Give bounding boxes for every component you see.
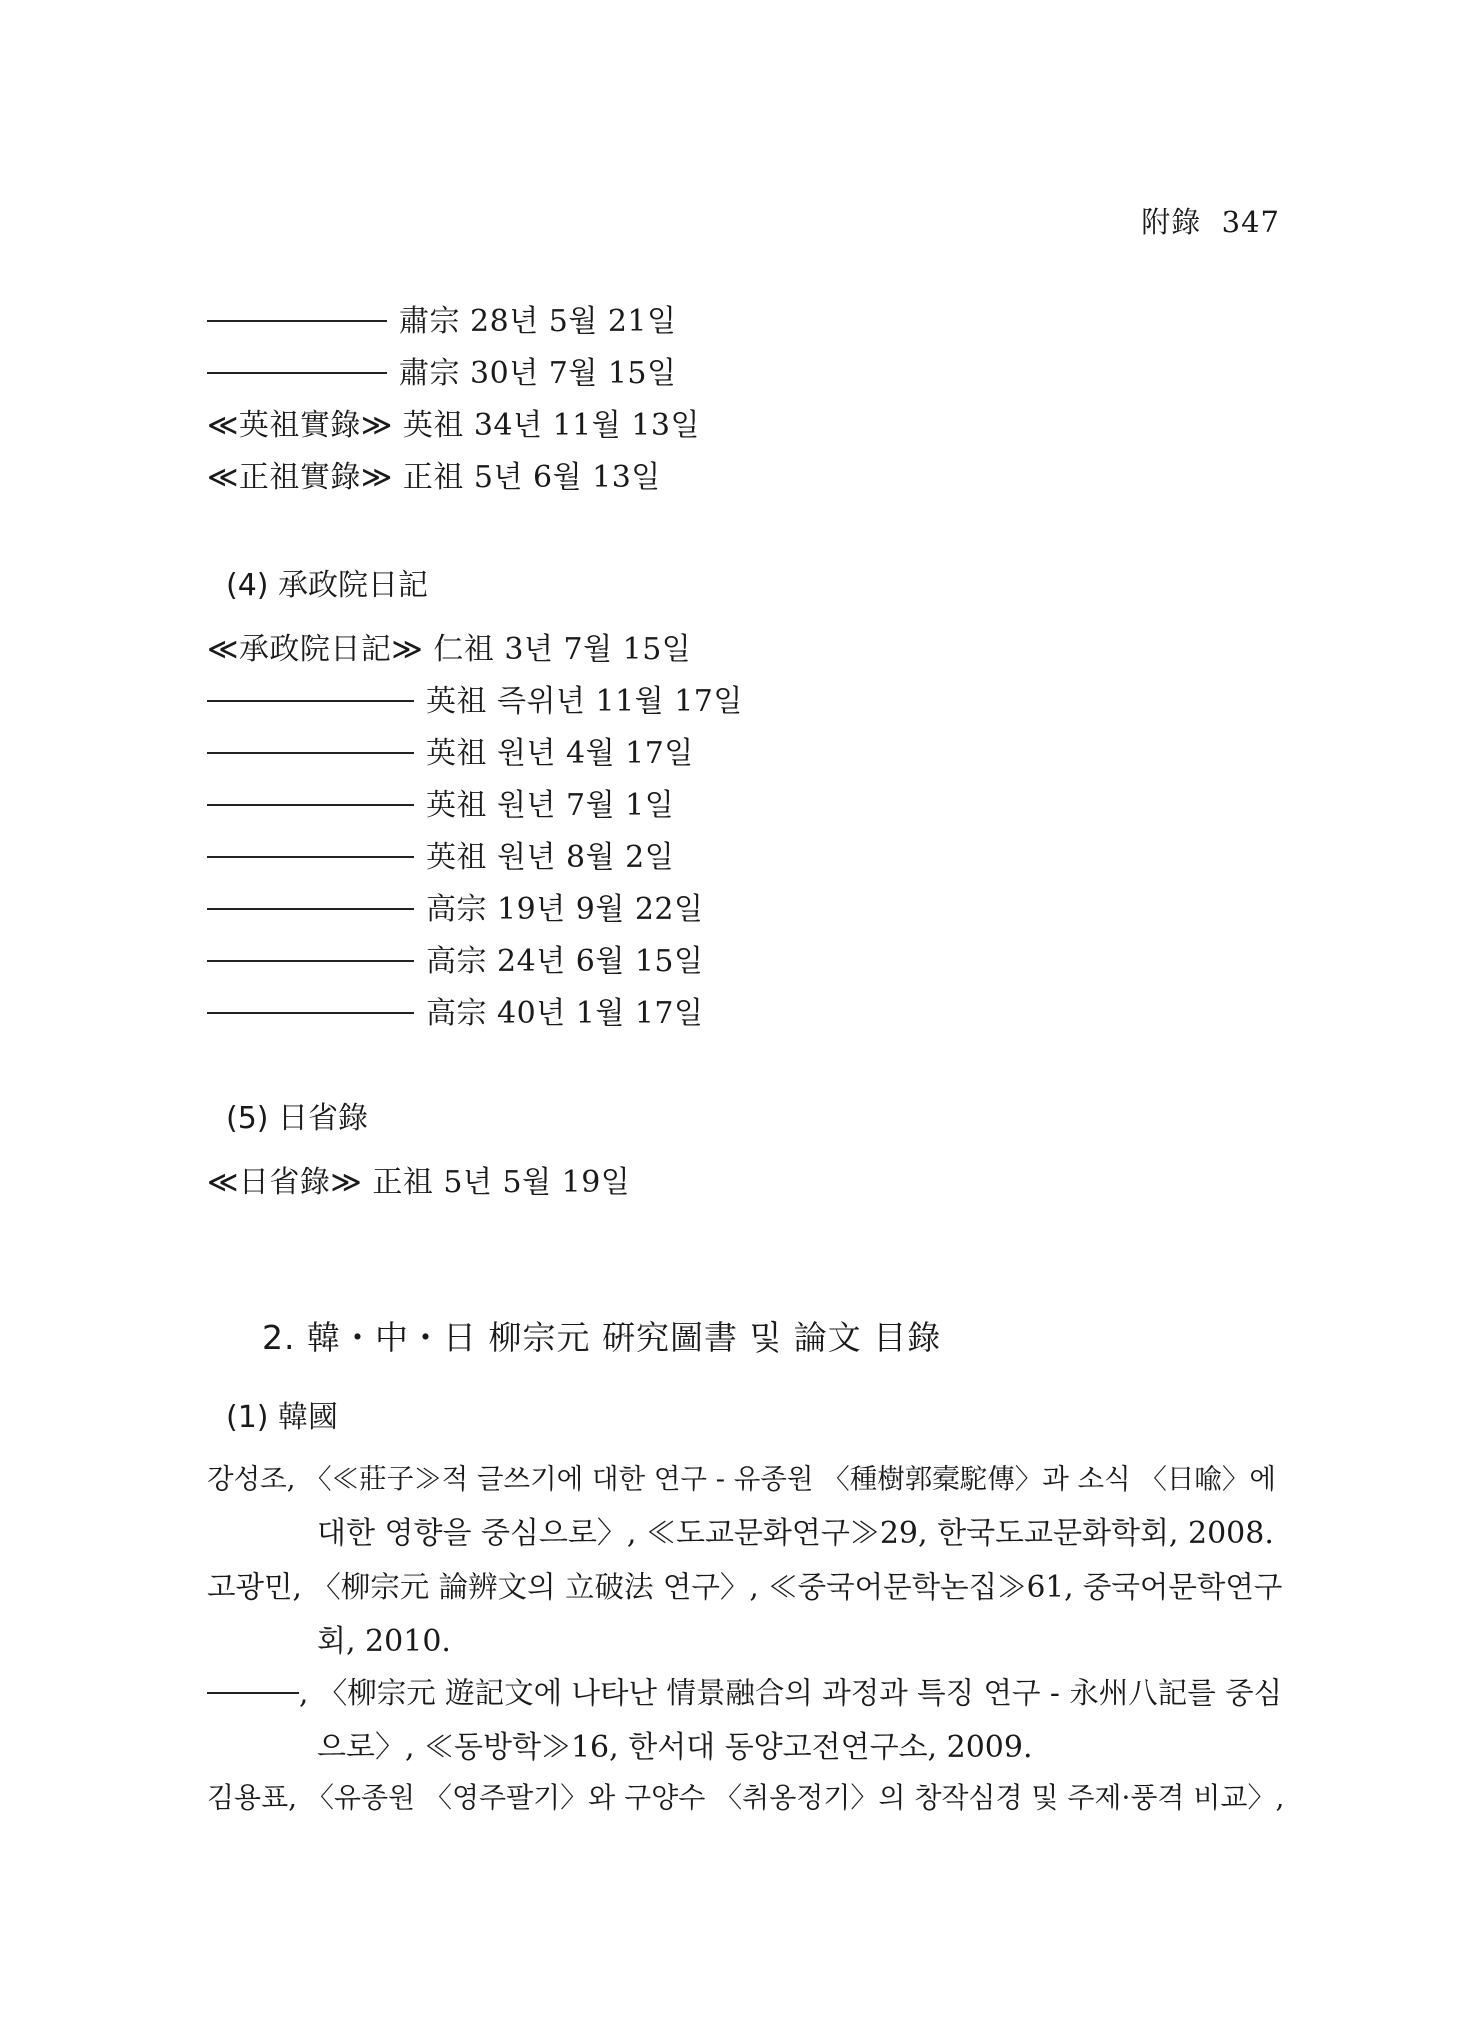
ditto-dash: [207, 960, 414, 962]
ditto-dash: [207, 372, 387, 374]
ditto-dash: [207, 856, 414, 858]
section-title: 2. 韓・中・日 柳宗元 硏究圖書 및 論文 目錄: [262, 1318, 942, 1357]
section-heading: (4) 承政院日記: [226, 568, 429, 603]
list-item: 高宗 40년 1월 17일: [207, 988, 703, 1032]
reference-entry-continuation: 대한 영향을 중심으로〉, ≪도교문화연구≫29, 한국도교문화학회, 2008.: [317, 1516, 1274, 1551]
list-item: 高宗 19년 9월 22일: [207, 884, 703, 928]
ditto-dash: [207, 320, 387, 322]
ditto-dash: [207, 1012, 414, 1014]
list-item: ≪承政院日記≫ 仁祖 3년 7월 15일: [207, 632, 692, 667]
list-item: 英祖 원년 4월 17일: [207, 728, 694, 772]
list-item: 肅宗 28년 5월 21일: [207, 296, 676, 340]
reference-entry: 김용표, 〈유종원 〈영주팔기〉와 구양수 〈취옹정기〉의 창작심경 및 주제·풍격 비교〉,: [207, 1781, 1285, 1814]
list-item: 肅宗 30년 7월 15일: [207, 348, 676, 392]
reference-entry-continuation: 회, 2010.: [317, 1624, 451, 1659]
reference-entry-continuation: 으로〉, ≪동방학≫16, 한서대 동양고전연구소, 2009.: [317, 1730, 1033, 1765]
ditto-dash: [207, 804, 414, 806]
reference-entry: 강성조, 〈≪莊子≫적 글쓰기에 대한 연구 - 유종원 〈種樹郭槖駝傳〉과 소식 〈日喩〉에: [207, 1463, 1276, 1495]
list-item: 英祖 원년 8월 2일: [207, 832, 674, 876]
reference-entry: , 〈柳宗元 遊記文에 나타난 情景融合의 과정과 특징 연구 - 永州八記를 중심: [207, 1670, 1282, 1712]
section-heading: (5) 日省錄: [226, 1101, 369, 1136]
list-item: 英祖 원년 7월 1일: [207, 780, 674, 824]
ditto-dash: [207, 752, 414, 754]
ditto-dash: [207, 700, 414, 702]
list-item: 高宗 24년 6월 15일: [207, 936, 703, 980]
list-item: ≪日省錄≫ 正祖 5년 5월 19일: [207, 1165, 631, 1200]
ditto-dash: [207, 1692, 299, 1694]
list-item: ≪正祖實錄≫ 正祖 5년 6월 13일: [207, 460, 661, 495]
reference-entry: 고광민, 〈柳宗元 論辨文의 立破法 연구〉, ≪중국어문학논집≫61, 중국어문학연구: [207, 1570, 1283, 1604]
page-header: [1141, 200, 1280, 241]
page-number: 347: [1221, 205, 1280, 239]
ditto-dash: [207, 908, 414, 910]
header-title: 附錄: [1141, 205, 1202, 239]
list-item: 英祖 즉위년 11월 17일: [207, 676, 743, 720]
sub-heading: (1) 韓國: [226, 1400, 339, 1435]
list-item: ≪英祖實錄≫ 英祖 34년 11월 13일: [207, 408, 700, 443]
